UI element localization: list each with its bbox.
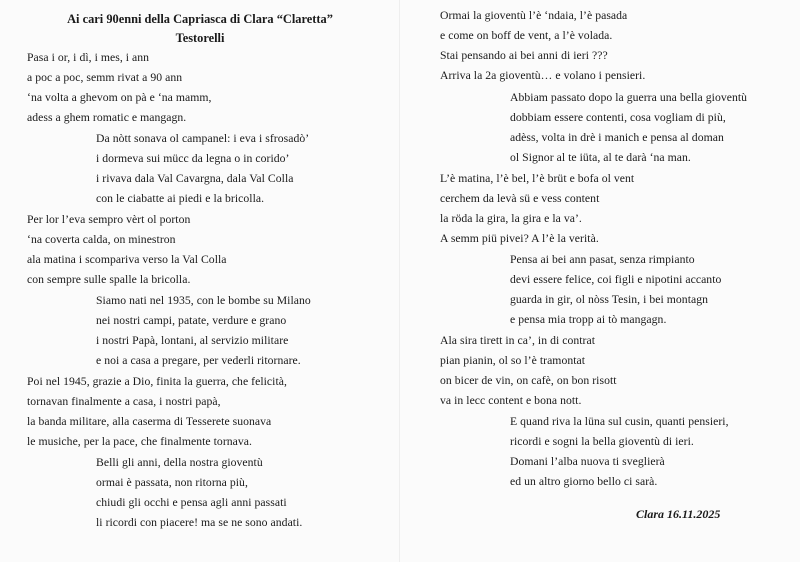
verse-line: la banda militare, alla caserma di Tesserete suonava — [27, 415, 272, 429]
verse-line: Pasa i or, i dì, i mes, i ann — [27, 51, 150, 64]
verse-line: Da nòtt sonava ol campanel: i eva i sfrosadò’ — [96, 132, 310, 145]
verse-line: i nostri Papà, lontani, al servizio militare — [96, 334, 289, 348]
signature: Clara 16.11.2025 — [636, 507, 721, 521]
verse-line: le musiche, per la pace, che finalmente tornava. — [27, 435, 253, 449]
verse-line: e pensa mia tropp ai tò mangagn. — [510, 313, 667, 327]
verse-line: Poi nel 1945, grazie a Dio, finita la guerra, che felicità, — [27, 375, 287, 388]
verse-line: devi essere felice, coi figli e nipotini accanto — [510, 273, 722, 287]
stanza-right-5 — [440, 331, 617, 411]
stanza-right-1 — [440, 6, 645, 86]
verse-line: Belli gli anni, della nostra gioventù — [96, 456, 263, 469]
verse-line: on bicer de vin, on cafè, on bon risott — [440, 374, 617, 388]
verse-line: va in lecc content e bona nott. — [440, 394, 582, 408]
verse-line: guarda in gir, ol nòss Tesin, i bei montagn — [510, 293, 709, 307]
verse-line: tornavan finalmente a casa, i nostri papà, — [27, 395, 221, 409]
stanza-left-6 — [96, 453, 302, 533]
verse-line: dobbiam essere contenti, cosa vogliam di più, — [510, 111, 726, 125]
verse-line: ormai è passata, non ritorna più, — [96, 476, 248, 490]
stanza-right-4 — [510, 250, 721, 330]
verse-line: ricordi e sogni la bella gioventù di ieri. — [510, 435, 694, 449]
verse-line: ed un altro giorno bello ci sarà. — [510, 475, 658, 489]
verse-line: nei nostri campi, patate, verdure e grano — [96, 314, 287, 328]
stanza-right-6 — [510, 412, 729, 492]
stanza-right-3 — [440, 169, 634, 249]
verse-line: con sempre sulle spalle la bricolla. — [27, 273, 191, 287]
verse-line: pian pianin, ol so l’è tramontat — [440, 354, 586, 368]
title-line-1: Ai cari 90enni della Capriasca di Clara “Claretta” — [67, 12, 333, 26]
verse-line: L’è matina, l’è bel, l’è brüt e bofa ol vent — [440, 172, 635, 185]
stanza-left-3 — [27, 210, 227, 290]
verse-line: ol Signor al te iüta, al te darà ‘na man. — [510, 151, 691, 165]
stanza-left-4 — [96, 291, 311, 371]
verse-line: Abbiam passato dopo la guerra una bella gioventù — [510, 91, 748, 104]
verse-line: Stai pensando ai bei anni di ieri ??? — [440, 49, 608, 63]
verse-line: Siamo nati nel 1935, con le bombe su Milano — [96, 294, 311, 307]
verse-line: chiudi gli occhi e pensa agli anni passati — [96, 496, 287, 510]
verse-line: ‘na coverta calda, on minestron — [27, 233, 176, 247]
stanza-right-2 — [510, 88, 747, 168]
verse-line: i dormeva sui mücc da legna o in corido’ — [96, 152, 290, 166]
verse-line: A semm piü pivei? A l’è la verità. — [440, 232, 599, 246]
verse-line: li ricordi con piacere! ma se ne sono andati. — [96, 516, 303, 530]
verse-line: E quand riva la lüna sul cusin, quanti pensieri, — [510, 415, 729, 428]
verse-line: Pensa ai bei ann pasat, senza rimpianto — [510, 253, 695, 266]
stanza-left-5 — [27, 372, 287, 452]
verse-line: e noi a casa a pregare, per vederli ritornare. — [96, 354, 301, 368]
poem-title — [30, 10, 370, 48]
verse-line: ‘na volta a ghevom on pà e ‘na mamm, — [27, 91, 212, 105]
verse-line: Ala sira tirett in ca’, in di contrat — [440, 334, 596, 347]
verse-line: adess a ghem romatic e mangagn. — [27, 111, 187, 125]
verse-line: i rivava dala Val Cavargna, dala Val Colla — [96, 172, 294, 186]
stanza-left-1 — [27, 48, 212, 128]
verse-line: Ormai la gioventù l’è ‘ndaia, l’è pasada — [440, 9, 628, 22]
verse-line: Domani l’alba nuova ti sveglierà — [510, 455, 665, 469]
verse-line: la röda la gira, la gira e la va’. — [440, 212, 582, 226]
verse-line: ala matina i scompariva verso la Val Colla — [27, 253, 227, 267]
verse-line: adèss, volta in drè i manich e pensa al doman — [510, 131, 724, 145]
title-line-2: Testorelli — [175, 31, 225, 45]
verse-line: Arriva la 2a gioventù… e volano i pensieri. — [440, 69, 646, 83]
verse-line: cerchem da levà sü e vess content — [440, 192, 600, 206]
stanza-left-2 — [96, 129, 309, 209]
verse-line: e come on boff de vent, a l’è volada. — [440, 29, 613, 43]
verse-line: a poc a poc, semm rivat a 90 ann — [27, 71, 183, 85]
verse-line: Per lor l’eva sempro vèrt ol porton — [27, 213, 191, 226]
page-fold — [399, 0, 400, 562]
verse-line: con le ciabatte ai piedi e la bricolla. — [96, 192, 265, 206]
